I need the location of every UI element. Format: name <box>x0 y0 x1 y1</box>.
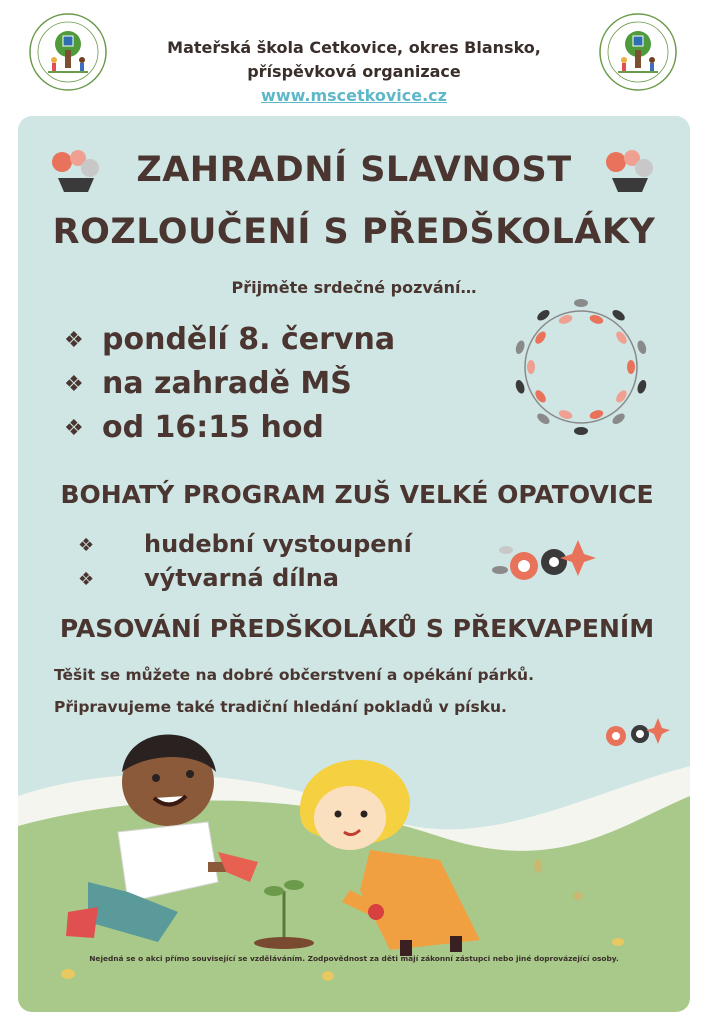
wreath-leaf <box>636 379 648 395</box>
header-line-2: příspěvková organizace <box>247 62 461 81</box>
wreath-leaf <box>614 388 629 404</box>
program-item <box>78 564 339 592</box>
detail-place-text: na zahradě MŠ <box>102 366 352 401</box>
note-refreshments: Těšit se můžete na dobré občerstvení a opékání párků. <box>54 666 534 684</box>
wreath-leaf <box>627 360 635 374</box>
poster <box>18 116 690 1012</box>
diamond-bullet-icon: ❖ <box>78 568 95 590</box>
title-line-2: ROZLOUČENÍ S PŘEDŠKOLÁKY <box>52 212 656 252</box>
diamond-bullet-icon: ❖ <box>64 372 84 397</box>
diamond-bullet-icon: ❖ <box>64 328 84 353</box>
knighting-heading: PASOVÁNÍ PŘEDŠKOLÁKŮ S PŘEKVAPENÍM <box>59 614 655 643</box>
seedling-illustration <box>244 861 324 951</box>
header <box>0 0 708 112</box>
program-heading: BOHATÝ PROGRAM ZUŠ VELKÉ OPATOVICE <box>60 480 654 509</box>
wreath-ring <box>525 311 637 423</box>
wreath-leaf <box>533 388 548 404</box>
detail-place <box>64 366 352 401</box>
note-treasure-hunt: Připravujeme také tradiční hledání pokladů v písku. <box>54 698 507 716</box>
detail-time-text: od 16:15 hod <box>102 410 324 445</box>
wreath-leaf <box>533 330 548 346</box>
school-logo <box>598 12 678 92</box>
detail-date <box>64 322 395 357</box>
wreath-leaf <box>614 330 629 346</box>
wreath-leaf <box>574 299 588 307</box>
school-logo <box>28 12 108 92</box>
program-item <box>78 530 412 558</box>
website-link[interactable]: www.mscetkovice.cz <box>261 86 447 105</box>
diamond-bullet-icon: ❖ <box>78 534 95 556</box>
wreath-leaf <box>514 339 526 355</box>
flower-wreath <box>506 292 656 442</box>
flower-cluster <box>488 530 598 586</box>
disclaimer: Nejedná se o akci přímo související se vzděláváním. Zodpovědnost za děti mají zákonní zástupci nebo jiné doprovázející osoby. <box>89 954 619 963</box>
detail-time <box>64 410 324 445</box>
wreath-leaf <box>527 360 535 374</box>
program-item-text: hudební vystoupení <box>144 530 412 558</box>
wreath-leaf <box>574 427 588 435</box>
wreath-leaf <box>514 379 526 395</box>
wreath-leaf <box>636 339 648 355</box>
invitation-text: Přijměte srdečné pozvání… <box>231 278 477 297</box>
detail-date-text: pondělí 8. června <box>102 322 396 357</box>
program-item-text: výtvarná dílna <box>144 564 339 592</box>
flower-cluster <box>590 710 670 754</box>
diamond-bullet-icon: ❖ <box>64 416 84 441</box>
title-line-1: ZAHRADNÍ SLAVNOST <box>136 150 572 190</box>
header-line-1: Mateřská škola Cetkovice, okres Blansko, <box>167 38 541 57</box>
